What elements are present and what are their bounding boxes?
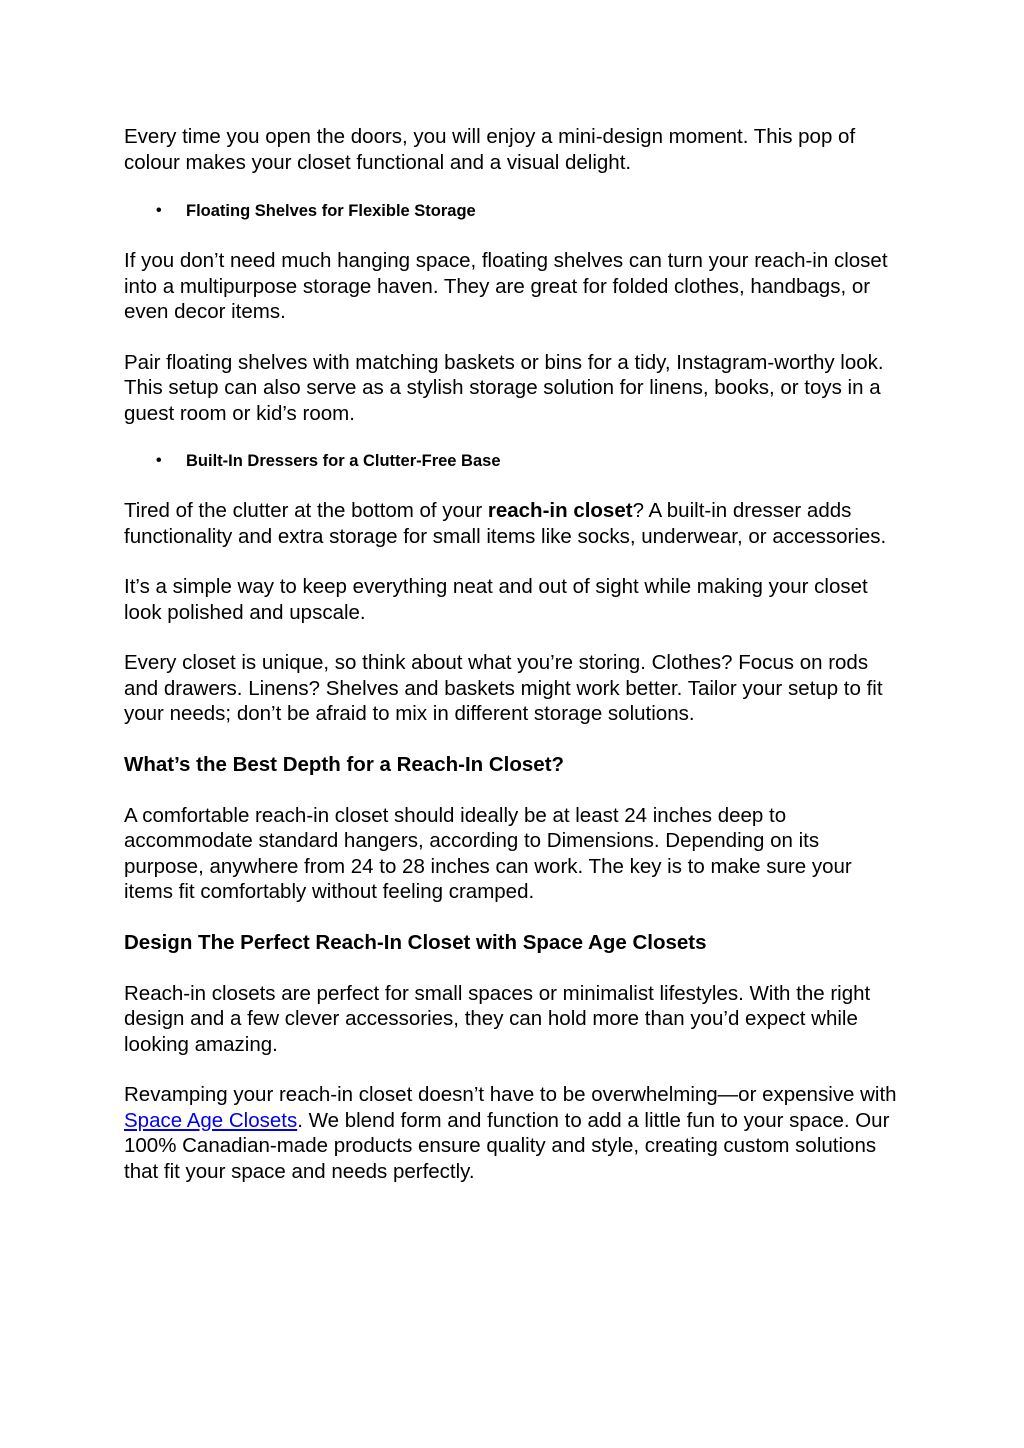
heading-best-depth: What’s the Best Depth for a Reach-In Closet?: [124, 752, 565, 776]
paragraph-closet-depth: A comfortable reach-in closet should ideally be at least 24 inches deep to accommodate standard hangers, according to Dimensions. Depending on its purpose, anywhere from 24 to 28 inches can work. The key is to make sure your items fit comfortably without feeling cramped.: [124, 803, 852, 903]
bullet-dot: •: [156, 452, 162, 469]
paragraph-floating-shelves: If you don’t need much hanging space, floating shelves can turn your reach-in closet into a multipurpose storage haven. They are great for folded clothes, handbags, or even decor items.: [124, 249, 888, 323]
paragraph-neat-upscale: It’s a simple way to keep everything neat and out of sight while making your closet look polished and upscale.: [124, 575, 868, 624]
paragraph-unique-closet: Every closet is unique, so think about what you’re storing. Clothes? Focus on rods and drawers. Linens? Shelves and baskets might work better. Tailor your setup to fit your needs; don’t be afraid to mix in different storage solutions.: [124, 651, 883, 725]
bullet-floating-shelves: [156, 201, 904, 221]
bullet-floating-shelves-label: Floating Shelves for Flexible Storage: [186, 202, 476, 220]
paragraph-built-in-dresser-start: Tired of the clutter at the bottom of your: [124, 499, 488, 522]
paragraph-revamping-start: Revamping your reach-in closet doesn’t have to be overwhelming—or expensive with: [124, 1083, 897, 1106]
bullet-built-in-dressers: [156, 451, 904, 471]
paragraph-revamping: [124, 1082, 904, 1184]
paragraph-revamping-end: . We blend form and function to add a little fun to your space. Our 100% Canadian-made products ensure quality and style, creating custom solutions that fit your space and needs perfectly.: [124, 1108, 890, 1183]
paragraph-small-spaces: Reach-in closets are perfect for small spaces or minimalist lifestyles. With the right design and a few clever accessories, they can hold more than you’d expect while looking amazing.: [124, 981, 871, 1056]
paragraph-colour-pop: Every time you open the doors, you will enjoy a mini-design moment. This pop of colour makes your closet functional and a visual delight.: [124, 125, 856, 174]
heading-design-perfect-closet: Design The Perfect Reach-In Closet with Space Age Closets: [124, 930, 707, 954]
document-page: [124, 124, 904, 1209]
reach-in-closet-keyword: reach-in closet: [487, 499, 633, 522]
bullet-built-in-dressers-label: Built-In Dressers for a Clutter-Free Base: [186, 452, 501, 470]
space-age-closets-link[interactable]: Space Age Closets: [124, 1108, 298, 1132]
bullet-dot: •: [156, 202, 162, 219]
paragraph-built-in-dresser-end: ? A built-in dresser adds functionality and extra storage for small items like socks, underwear, or accessories.: [124, 499, 887, 548]
paragraph-built-in-dresser: [124, 498, 904, 549]
paragraph-baskets-bins: Pair floating shelves with matching baskets or bins for a tidy, Instagram-worthy look. This setup can also serve as a stylish storage solution for linens, books, or toys in a guest room or kid’s room.: [124, 350, 884, 425]
